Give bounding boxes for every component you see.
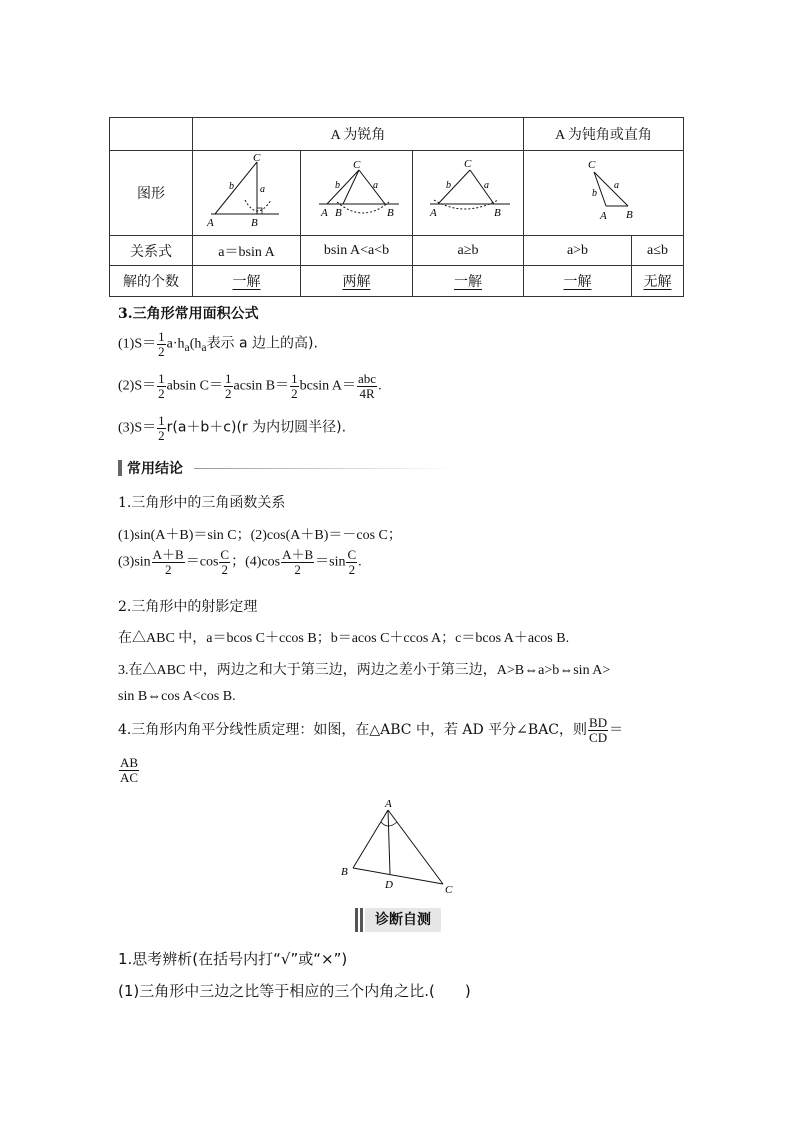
relation-cell: bsin A<a<b bbox=[301, 236, 413, 266]
conclusions-heading-text: 常用结论 bbox=[127, 461, 183, 477]
question-1-title: 1.思考辨析(在括号内打“√”或“×”) bbox=[118, 950, 348, 968]
svg-text:C: C bbox=[352, 159, 360, 171]
svg-text:b: b bbox=[591, 188, 597, 199]
diagnosis-tag bbox=[355, 908, 441, 932]
conclusion-3-line-1: 3.在△ABC 中，两边之和大于第三边，两边之差小于第三边，A>B⇔a>b⇔sin A> bbox=[118, 663, 611, 678]
figure-one-solution-acute bbox=[413, 151, 524, 236]
relation-cell: a＝bsin A bbox=[193, 236, 301, 266]
svg-text:a: a bbox=[613, 180, 619, 191]
tag-bar bbox=[355, 908, 358, 932]
conclusion-1-line-1: (1)sin(A＋B)＝sin C；(2)cos(A＋B)＝－cos C； bbox=[118, 528, 402, 543]
fig-label-B: B bbox=[341, 866, 348, 878]
area-formula-1: (1)S＝ $\frac{1}{2}$ $a\cdot h_a(h_a$表示 a 边上的高). bbox=[118, 329, 318, 359]
fig-label-A: A bbox=[385, 798, 392, 810]
svg-text:b: b bbox=[334, 180, 340, 191]
svg-text:B: B bbox=[625, 209, 633, 221]
conclusion-1-title: 1.三角形中的三角函数关系 bbox=[118, 495, 286, 511]
row-figure-label: 图形 bbox=[110, 151, 193, 236]
svg-text:A: A bbox=[320, 207, 328, 219]
header-obtuse: A 为钝角或直角 bbox=[524, 118, 684, 151]
svg-text:a: a bbox=[259, 184, 265, 195]
conclusion-4-line-2: $\frac{AB}{AC}$ bbox=[120, 755, 139, 785]
count-cell: 一解 bbox=[413, 266, 524, 297]
two-solution-figure bbox=[307, 152, 407, 230]
svg-text:A: A bbox=[599, 210, 607, 222]
row-count-label: 解的个数 bbox=[110, 266, 193, 297]
question-1-item-1: (1)三角形中三边之比等于相应的三个内角之比.( ) bbox=[118, 982, 471, 1000]
conclusions-heading bbox=[118, 458, 338, 480]
diagnosis-tag-text: 诊断自测 bbox=[365, 908, 441, 932]
heading-rule bbox=[194, 468, 454, 469]
header-empty-cell bbox=[110, 118, 193, 151]
conclusion-4-line-1: 4.三角形内角平分线性质定理：如图，在△ABC 中，若 AD 平分∠BAC，则 $\frac{BD}{CD}$ ＝ bbox=[118, 715, 624, 745]
svg-text:a: a bbox=[484, 180, 489, 191]
svg-text:B: B bbox=[334, 207, 342, 219]
count-cell: 无解 bbox=[632, 266, 684, 297]
svg-text:A: A bbox=[206, 217, 214, 229]
area-formula-2: (2)S＝ $\frac{1}{2}$ absin C＝ $\frac{1}{2}$ acsin B＝ $\frac{1}{2}$ bcsin A＝ $\frac{\text{abc}}{4R}$ . bbox=[118, 371, 382, 401]
svg-text:b: b bbox=[446, 180, 451, 191]
figure-obtuse bbox=[524, 151, 684, 236]
svg-text:a: a bbox=[372, 180, 378, 191]
conclusion-3-line-2: sin B⇔cos A<cos B. bbox=[118, 689, 236, 704]
tag-bar bbox=[360, 908, 363, 932]
row-relation-label: 关系式 bbox=[110, 236, 193, 266]
svg-text:A: A bbox=[430, 207, 437, 219]
area-formula-title: 3.三角形常用面积公式 bbox=[118, 306, 259, 322]
svg-text:C: C bbox=[587, 159, 595, 171]
svg-text:C: C bbox=[252, 152, 260, 164]
relation-cell: a>b bbox=[524, 236, 632, 266]
conclusion-2-line: 在△ABC 中，a＝bcos C＋ccos B；b＝acos C＋ccos A；c＝bcos A＋acos B. bbox=[118, 631, 570, 646]
angle-bisector-figure bbox=[335, 796, 460, 896]
count-cell: 一解 bbox=[193, 266, 301, 297]
obtuse-triangle-figure bbox=[544, 152, 664, 230]
fig-label-D: D bbox=[385, 879, 393, 891]
triangle-cases-table bbox=[109, 117, 684, 297]
right-triangle-figure bbox=[197, 152, 297, 230]
figure-right-case bbox=[193, 151, 301, 236]
one-solution-figure bbox=[418, 152, 518, 230]
conclusion-2-title: 2.三角形中的射影定理 bbox=[118, 599, 258, 615]
header-acute: A 为锐角 bbox=[193, 118, 524, 151]
conclusion-1-line-2: (3)sin $\frac{A+B}{2}$ ＝cos $\frac{C}{2}$ ；(4)cos $\frac{A+B}{2}$ ＝sin $\frac{C}{2}$ . bbox=[118, 547, 362, 577]
svg-text:B: B bbox=[386, 207, 394, 219]
figure-two-solutions bbox=[301, 151, 413, 236]
count-cell: 一解 bbox=[524, 266, 632, 297]
svg-text:b: b bbox=[228, 181, 234, 192]
heading-bar bbox=[118, 460, 122, 476]
svg-text:B: B bbox=[250, 217, 258, 229]
fig-label-C: C bbox=[445, 884, 453, 896]
count-cell: 两解 bbox=[301, 266, 413, 297]
relation-cell: a≤b bbox=[632, 236, 684, 266]
svg-text:B: B bbox=[494, 207, 501, 219]
area-formula-3: (3)S＝ $\frac{1}{2}$ r(a＋b＋c)(r 为内切圆半径). bbox=[118, 413, 347, 443]
svg-text:C: C bbox=[464, 158, 472, 170]
relation-cell: a≥b bbox=[413, 236, 524, 266]
